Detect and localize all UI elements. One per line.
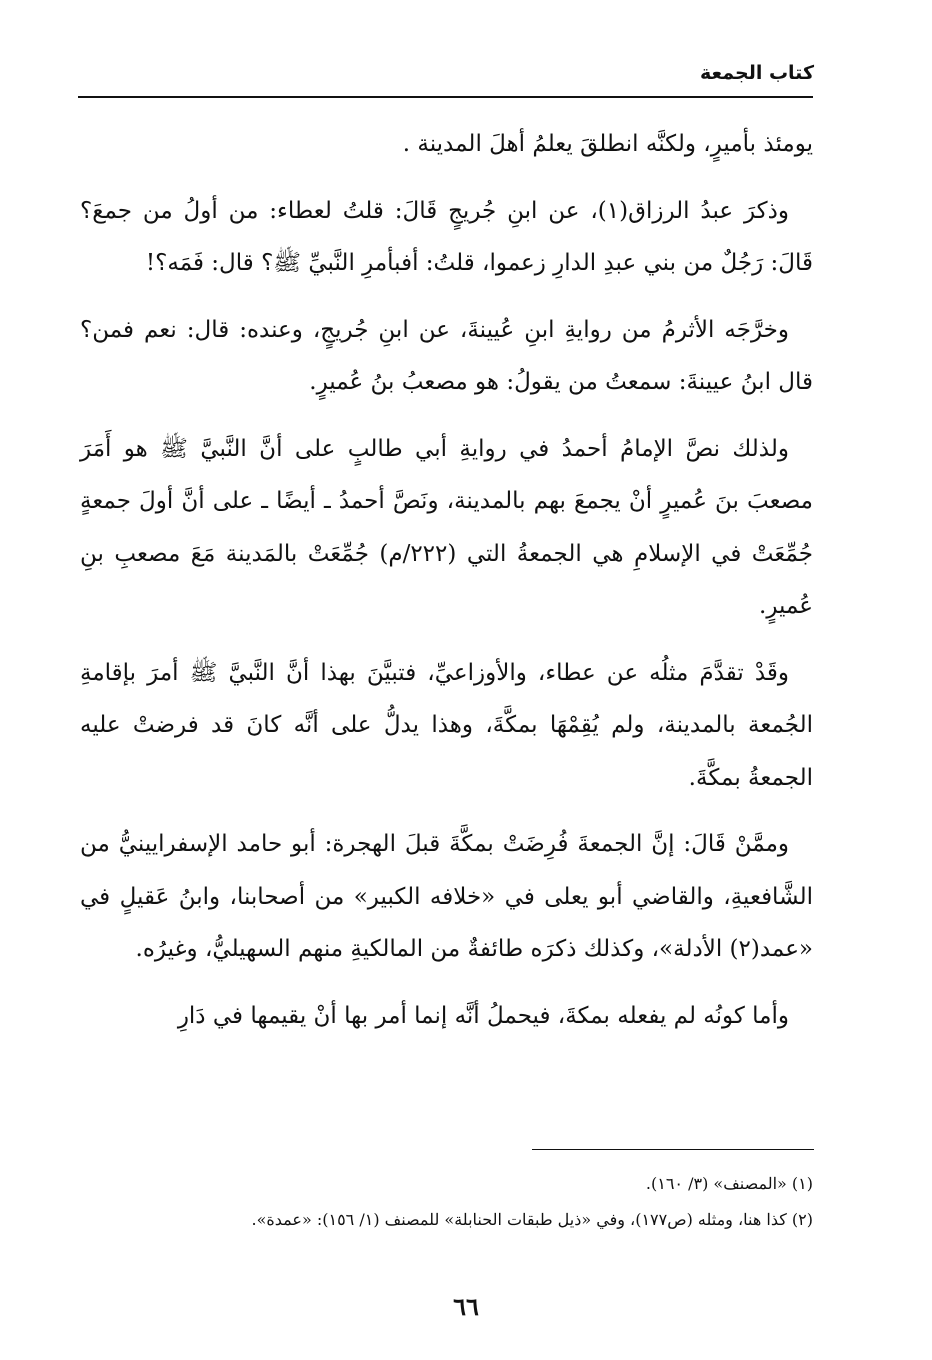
footnote-rule [532, 1149, 814, 1150]
footnote-1: (١) «المصنف» (٣/ ١٦٠). [645, 1174, 813, 1193]
paragraph: وذكرَ عبدُ الرزاق(١)، عن ابنِ جُريجٍ قَالَ: قلتُ لعطاء: من أولُ من جمعَ؟ قَالَ: رَجُلٌ من بني عبدِ الدارِ زعموا، قلتُ: أفبأمرِ النَّبيِّ ﷺ؟ قال: فَمَه؟! [80, 197, 813, 276]
page-number: ٦٦ [453, 1292, 479, 1321]
paragraph: وممَّنْ قَالَ: إنَّ الجمعةَ فُرِضَتْ بمكَّةَ قبلَ الهجرة: أبو حامد الإسفرايينيُّ من الشَّافعيةِ، والقاضي أبو يعلى في «خلافه الكبير» من أصحابنا، وابنُ عَقيلٍ في «عمد(٢) الأدلة»، وكذلك ذكرَه طائفةٌ من المالكيةِ منهم السهيليُّ، وغيرُه. [80, 831, 813, 962]
running-head-title: كتاب الجمعة [700, 62, 814, 84]
paragraph: وأما كونُه لم يفعله بمكةَ، فيحملُ أنَّه إنما أمر بها أنْ يقيمها في دَارِ [177, 1002, 789, 1029]
paragraph: وقَدْ تقدَّمَ مثلُه عن عطاء، والأوزاعيِّ، فتبيَّنَ بهذا أنَّ النَّبيَّ ﷺ أمرَ بإقامةِ الجُمعة بالمدينة، ولم يُقِمْهَا بمكَّةَ، وهذا يدلُّ على أنَّه كانَ قد فرضتْ عليه الجمعةُ بمكَّةَ. [80, 659, 813, 791]
paragraph: وخرَّجَه الأثرمُ من روايةِ ابنِ عُيينةَ، عن ابنِ جُريجٍ، وعنده: قال: نعم فمن؟ قال ابنُ عيينةَ: سمعتُ من يقولُ: هو مصعبُ بنُ عُميرٍ. [80, 316, 813, 395]
paragraph: يومئذ بأميرٍ، ولكنَّه انطلقَ يعلمُ أهلَ المدينة . [402, 131, 813, 157]
footnotes [100, 1166, 813, 1238]
header-rule [78, 96, 813, 98]
main-text [80, 118, 813, 1056]
paragraph: ولذلك نصَّ الإمامُ أحمدُ في روايةِ أبي طالبٍ على أنَّ النَّبيَّ ﷺ هو أَمَرَ مصعبَ بنَ عُميرٍ أنْ يجمعَ بهم بالمدينة، ونَصَّ أحمدُ ـ أيضًا ـ على أنَّ أولَ جمعةٍ جُمِّعَتْ في الإسلامِ هي الجمعةُ التي (٢٢٢/م) جُمِّعَتْ بالمَدينة مَعَ مصعبِ بنِ عُميرٍ. [80, 435, 813, 619]
footnote-2: (٢) كذا هنا، ومثله (ص١٧٧)، وفي «ذيل طبقات الحنابلة» للمصنف (١/ ١٥٦): «عمدة». [251, 1210, 813, 1229]
